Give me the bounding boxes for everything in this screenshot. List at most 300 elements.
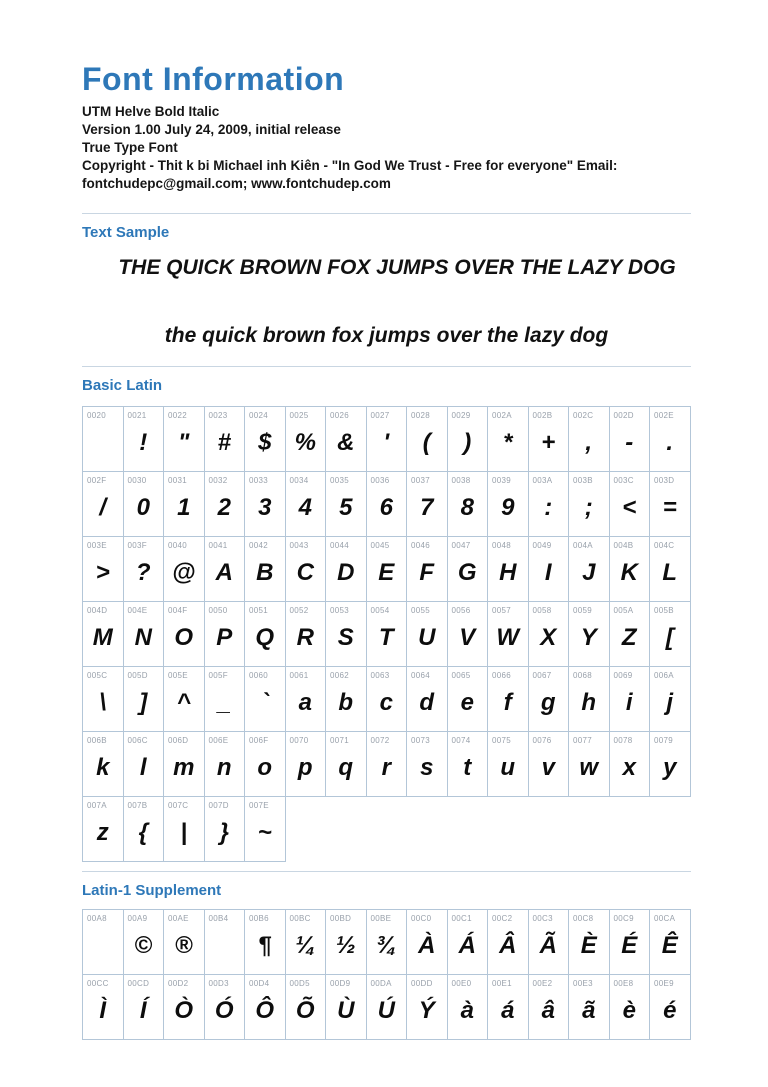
char-cell — [609, 666, 651, 732]
char-cell — [487, 536, 529, 602]
char-glyph: Õ — [295, 997, 315, 1024]
char-glyph: © — [134, 932, 153, 959]
char-cell — [447, 909, 489, 975]
char-cell — [649, 406, 691, 472]
char-code: 0047 — [451, 541, 471, 550]
char-glyph: 5 — [339, 494, 353, 521]
char-cell — [609, 731, 651, 797]
char-glyph: H — [499, 559, 517, 586]
char-glyph: Í — [139, 997, 147, 1024]
char-glyph: À — [418, 932, 436, 959]
char-code: 0071 — [330, 736, 349, 745]
char-glyph: T — [378, 624, 394, 651]
char-glyph: , — [585, 429, 593, 456]
char-code: 0039 — [492, 476, 511, 485]
copyright-line: Copyright - Thit k bi Michael inh Kiên - "In God We Trust - Free for everyone" Email: — [82, 158, 618, 173]
char-code: 005E — [168, 671, 188, 680]
char-code: 0020 — [87, 411, 106, 420]
char-glyph: n — [216, 754, 232, 781]
char-cell — [366, 974, 408, 1040]
char-glyph: r — [381, 754, 391, 781]
char-code: 003E — [87, 541, 107, 550]
char-glyph: ¾ — [376, 932, 397, 959]
char-code: 0066 — [492, 671, 511, 680]
char-glyph: ® — [174, 932, 193, 959]
char-code: 0050 — [208, 606, 228, 615]
char-code: 0065 — [451, 671, 471, 680]
char-code: 0077 — [573, 736, 592, 745]
char-glyph: ` — [260, 689, 269, 716]
char-cell — [325, 471, 367, 537]
char-glyph: 6 — [379, 494, 393, 521]
char-glyph: * — [503, 429, 513, 456]
char-code: 002D — [613, 411, 634, 420]
char-cell — [244, 731, 286, 797]
char-cell — [568, 471, 610, 537]
char-code: 006D — [168, 736, 189, 745]
char-glyph: 9 — [501, 494, 515, 521]
section-heading-latin1-supplement: Latin-1 Supplement — [82, 882, 222, 899]
char-cell — [447, 974, 489, 1040]
char-cell — [82, 471, 124, 537]
char-glyph: L — [662, 559, 678, 586]
char-cell — [528, 731, 570, 797]
char-glyph: ^ — [176, 689, 191, 716]
char-glyph: [ — [665, 624, 674, 651]
char-code: 00BD — [330, 914, 352, 923]
char-code: 0053 — [330, 606, 349, 615]
char-code: 005A — [613, 606, 634, 615]
char-cell — [244, 536, 286, 602]
char-glyph: e — [460, 689, 474, 716]
char-cell — [528, 406, 570, 472]
char-code: 00DD — [411, 979, 433, 988]
char-glyph: b — [338, 689, 354, 716]
char-code: 0034 — [289, 476, 309, 485]
char-glyph — [83, 420, 123, 471]
char-code: 00E0 — [451, 979, 472, 988]
char-glyph: " — [178, 429, 190, 456]
char-cell — [649, 731, 691, 797]
char-glyph: + — [541, 429, 556, 456]
char-glyph: W — [496, 624, 520, 651]
char-glyph: Ú — [377, 997, 395, 1024]
char-code: 00AE — [168, 914, 189, 923]
char-code: 0043 — [289, 541, 309, 550]
char-cell — [528, 909, 570, 975]
char-glyph: B — [256, 559, 274, 586]
char-cell — [366, 406, 408, 472]
char-cell — [649, 471, 691, 537]
char-cell — [406, 536, 448, 602]
char-glyph: t — [463, 754, 472, 781]
char-glyph: Z — [621, 624, 637, 651]
char-code: 0028 — [411, 411, 430, 420]
char-cell — [487, 601, 529, 667]
char-code: 0036 — [370, 476, 390, 485]
char-glyph: 8 — [460, 494, 474, 521]
char-code: 004F — [168, 606, 188, 615]
char-grid-row — [82, 471, 768, 537]
char-cell — [325, 601, 367, 667]
char-cell — [528, 601, 570, 667]
char-glyph: m — [173, 754, 195, 781]
char-glyph: Ô — [255, 997, 275, 1024]
sample-uppercase: THE QUICK BROWN FOX JUMPS OVER THE LAZY DOG — [118, 256, 676, 279]
char-glyph: X — [540, 624, 557, 651]
char-cell — [366, 536, 408, 602]
char-code: 0040 — [168, 541, 187, 550]
char-cell — [649, 601, 691, 667]
char-cell — [487, 731, 529, 797]
char-glyph: g — [540, 689, 556, 716]
char-cell — [123, 796, 165, 862]
char-cell — [487, 406, 529, 472]
char-cell — [123, 601, 165, 667]
char-cell — [447, 406, 489, 472]
char-code: 003C — [613, 476, 634, 485]
char-code: 0059 — [573, 606, 592, 615]
char-code: 005F — [208, 671, 228, 680]
char-cell — [447, 536, 489, 602]
char-cell — [649, 536, 691, 602]
char-code: 005C — [87, 671, 108, 680]
char-code: 007E — [249, 801, 269, 810]
char-code: 0023 — [208, 411, 228, 420]
char-glyph: l — [139, 754, 147, 781]
char-grid-row — [82, 731, 768, 797]
char-glyph: O — [174, 624, 194, 651]
char-code: 0025 — [289, 411, 309, 420]
char-code: 002B — [532, 411, 553, 420]
char-code: 003A — [532, 476, 553, 485]
char-code: 00B4 — [208, 914, 229, 923]
char-code: 0056 — [451, 606, 471, 615]
char-cell — [123, 666, 165, 732]
char-glyph: w — [579, 754, 599, 781]
char-code: 0069 — [613, 671, 633, 680]
char-code: 00C3 — [532, 914, 553, 923]
char-code: 00D9 — [330, 979, 351, 988]
char-cell — [82, 909, 124, 975]
char-cell — [163, 909, 205, 975]
char-code: 00DA — [370, 979, 392, 988]
char-cell — [487, 666, 529, 732]
char-cell — [204, 974, 246, 1040]
char-glyph: : — [544, 494, 553, 521]
char-cell — [406, 666, 448, 732]
char-code: 002A — [492, 411, 512, 420]
char-glyph: Ý — [418, 997, 435, 1024]
char-code: 00E8 — [613, 979, 634, 988]
char-cell — [244, 909, 286, 975]
char-glyph: S — [337, 624, 354, 651]
char-cell — [204, 471, 246, 537]
section-heading-text-sample: Text Sample — [82, 224, 170, 241]
char-cell — [406, 406, 448, 472]
font-name: UTM Helve Bold Italic — [82, 104, 220, 119]
char-grid-row — [82, 406, 768, 472]
char-code: 006E — [208, 736, 229, 745]
char-cell — [123, 536, 165, 602]
char-code: 005D — [127, 671, 148, 680]
char-code: 004B — [613, 541, 634, 550]
char-code: 0029 — [451, 411, 471, 420]
char-glyph: ¼ — [295, 932, 316, 959]
char-code: 005B — [654, 606, 674, 615]
char-glyph: | — [180, 819, 188, 846]
char-glyph: J — [582, 559, 596, 586]
char-cell — [406, 601, 448, 667]
char-cell — [82, 974, 124, 1040]
char-glyph: F — [419, 559, 435, 586]
char-cell — [204, 601, 246, 667]
char-glyph: / — [99, 494, 107, 521]
char-glyph: u — [500, 754, 516, 781]
char-glyph: ) — [463, 429, 472, 456]
char-cell — [244, 406, 286, 472]
char-code: 0068 — [573, 671, 592, 680]
char-code: 0021 — [127, 411, 147, 420]
char-code: 0070 — [289, 736, 309, 745]
char-code: 002E — [654, 411, 674, 420]
char-cell — [568, 731, 610, 797]
char-glyph: h — [581, 689, 597, 716]
char-code: 0078 — [613, 736, 633, 745]
char-cell — [325, 731, 367, 797]
char-code: 006A — [654, 671, 674, 680]
char-cell — [82, 536, 124, 602]
char-cell — [447, 731, 489, 797]
char-glyph: c — [379, 689, 393, 716]
char-cell — [204, 536, 246, 602]
char-cell — [325, 406, 367, 472]
char-glyph: Ã — [539, 932, 557, 959]
char-grid-row — [82, 796, 768, 862]
char-code: 0026 — [330, 411, 349, 420]
char-glyph: D — [337, 559, 355, 586]
char-cell — [285, 601, 327, 667]
char-cell — [123, 471, 165, 537]
char-glyph: a — [298, 689, 312, 716]
char-code: 00D4 — [249, 979, 270, 988]
char-cell — [123, 909, 165, 975]
char-glyph: á — [501, 997, 515, 1024]
char-cell — [82, 796, 124, 862]
char-cell — [649, 666, 691, 732]
char-cell — [163, 974, 205, 1040]
char-glyph: ½ — [335, 932, 356, 959]
char-code: 00C8 — [573, 914, 594, 923]
char-cell — [487, 471, 529, 537]
contact-line: fontchudepc@gmail.com; www.fontchudep.com — [82, 176, 391, 191]
char-cell — [285, 666, 327, 732]
char-cell — [649, 974, 691, 1040]
char-cell — [366, 666, 408, 732]
char-code: 0073 — [411, 736, 430, 745]
char-glyph — [83, 923, 123, 974]
char-cell — [285, 406, 327, 472]
char-cell — [528, 471, 570, 537]
char-grid-row — [82, 666, 768, 732]
char-grid-latin1-supplement — [82, 909, 768, 1040]
char-cell — [244, 666, 286, 732]
char-glyph: A — [215, 559, 233, 586]
char-code: 0064 — [411, 671, 430, 680]
char-glyph: ; — [584, 494, 593, 521]
char-cell — [244, 796, 286, 862]
char-code: 00CD — [127, 979, 150, 988]
char-cell — [285, 731, 327, 797]
section-heading-basic-latin: Basic Latin — [82, 377, 163, 394]
char-glyph: y — [663, 754, 677, 781]
char-code: 004A — [573, 541, 593, 550]
char-code: 0054 — [370, 606, 390, 615]
char-cell — [325, 974, 367, 1040]
char-cell — [123, 974, 165, 1040]
char-code: 00E3 — [573, 979, 593, 988]
char-glyph: x — [622, 754, 636, 781]
char-code: 007D — [208, 801, 229, 810]
char-cell — [82, 731, 124, 797]
char-cell — [285, 471, 327, 537]
char-glyph: % — [294, 429, 316, 456]
char-glyph: & — [337, 429, 355, 456]
char-cell — [204, 909, 246, 975]
section-divider — [82, 366, 691, 367]
char-code: 00D5 — [289, 979, 310, 988]
char-cell — [366, 471, 408, 537]
char-code: 0042 — [249, 541, 268, 550]
char-glyph: j — [666, 689, 674, 716]
char-glyph: 3 — [258, 494, 272, 521]
char-cell — [447, 471, 489, 537]
char-cell — [285, 536, 327, 602]
char-glyph: < — [622, 494, 637, 521]
char-cell — [244, 601, 286, 667]
char-code: 0075 — [492, 736, 511, 745]
char-code: 002C — [573, 411, 594, 420]
char-cell — [163, 406, 205, 472]
char-glyph: ¶ — [258, 932, 272, 959]
char-code: 00E2 — [532, 979, 553, 988]
char-code: 00C1 — [451, 914, 472, 923]
char-glyph: N — [134, 624, 152, 651]
char-cell — [285, 974, 327, 1040]
char-cell — [163, 796, 205, 862]
char-glyph: z — [96, 819, 109, 846]
font-version-line: Version 1.00 July 24, 2009, initial release — [82, 122, 341, 137]
char-cell — [568, 666, 610, 732]
char-code: 0027 — [370, 411, 390, 420]
char-code: 0057 — [492, 606, 511, 615]
char-glyph: P — [216, 624, 233, 651]
char-glyph: Ê — [661, 932, 678, 959]
char-cell — [609, 536, 651, 602]
char-glyph: p — [297, 754, 313, 781]
char-glyph: > — [95, 559, 110, 586]
char-cell — [609, 974, 651, 1040]
char-cell — [406, 909, 448, 975]
char-glyph: R — [296, 624, 314, 651]
char-glyph: i — [625, 689, 633, 716]
char-glyph: ] — [139, 689, 148, 716]
char-cell — [163, 731, 205, 797]
char-cell — [568, 974, 610, 1040]
char-glyph: ' — [383, 429, 390, 456]
char-cell — [204, 731, 246, 797]
char-grid-row — [82, 974, 768, 1040]
char-glyph: f — [503, 689, 512, 716]
char-glyph: Á — [458, 932, 476, 959]
char-code: 0061 — [289, 671, 309, 680]
char-cell — [568, 536, 610, 602]
char-code: 0030 — [127, 476, 147, 485]
char-glyph: 2 — [217, 494, 231, 521]
char-cell — [406, 974, 448, 1040]
char-cell — [609, 406, 651, 472]
char-cell — [123, 406, 165, 472]
char-glyph: E — [378, 559, 395, 586]
char-glyph: d — [419, 689, 435, 716]
char-code: 00CC — [87, 979, 109, 988]
char-cell — [325, 536, 367, 602]
char-glyph: Â — [499, 932, 517, 959]
char-cell — [406, 731, 448, 797]
char-code: 0037 — [411, 476, 430, 485]
char-code: 0062 — [330, 671, 349, 680]
char-glyph: Ò — [174, 997, 194, 1024]
char-glyph: Ó — [214, 997, 234, 1024]
char-code: 0052 — [289, 606, 309, 615]
char-cell — [82, 601, 124, 667]
char-glyph: } — [219, 819, 229, 846]
char-code: 003B — [573, 476, 593, 485]
char-code: 0063 — [370, 671, 390, 680]
char-glyph: G — [457, 559, 477, 586]
char-glyph: Y — [580, 624, 597, 651]
char-glyph: s — [420, 754, 434, 781]
char-code: 007A — [87, 801, 107, 810]
char-cell — [163, 471, 205, 537]
char-glyph: . — [666, 429, 674, 456]
char-glyph: \ — [99, 689, 107, 716]
char-cell — [487, 974, 529, 1040]
char-glyph: M — [92, 624, 113, 651]
char-cell — [163, 666, 205, 732]
char-glyph: à — [460, 997, 474, 1024]
char-code: 004C — [654, 541, 675, 550]
char-glyph: ~ — [257, 819, 272, 846]
char-glyph: Ù — [337, 997, 355, 1024]
char-cell — [244, 974, 286, 1040]
char-code: 00C9 — [613, 914, 634, 923]
char-cell — [285, 909, 327, 975]
char-code: 004D — [87, 606, 108, 615]
char-cell — [325, 909, 367, 975]
char-code: 0067 — [532, 671, 552, 680]
char-glyph — [205, 923, 245, 974]
char-glyph: â — [541, 997, 555, 1024]
char-code: 0076 — [532, 736, 552, 745]
char-code: 0032 — [208, 476, 228, 485]
char-glyph: C — [296, 559, 314, 586]
char-code: 0044 — [330, 541, 349, 550]
char-cell — [406, 471, 448, 537]
char-code: 00BE — [370, 914, 392, 923]
char-cell — [609, 601, 651, 667]
char-glyph: v — [541, 754, 555, 781]
